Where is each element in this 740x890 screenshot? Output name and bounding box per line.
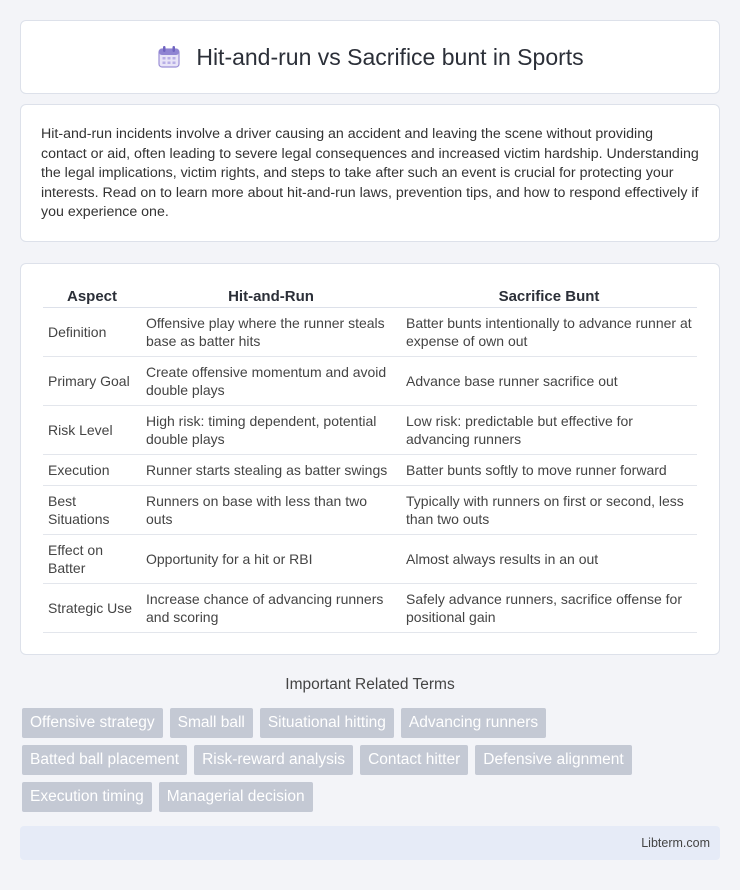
column-header-sacrifice-bunt: Sacrifice Bunt — [401, 284, 697, 308]
table-row — [43, 535, 697, 584]
table-row — [43, 486, 697, 535]
related-term-tag[interactable]: Contact hitter — [360, 745, 468, 775]
column-header-aspect: Aspect — [43, 284, 141, 308]
related-terms-list — [22, 708, 722, 819]
table-row — [43, 584, 697, 633]
table-row — [43, 308, 697, 357]
header-card — [20, 20, 720, 94]
related-term-tag[interactable]: Advancing runners — [401, 708, 546, 738]
related-term-tag[interactable]: Offensive strategy — [22, 708, 163, 738]
footer-site-link[interactable]: Libterm.com — [641, 836, 710, 850]
related-term-tag[interactable]: Execution timing — [22, 782, 152, 812]
row-aspect: Effect on Batter — [43, 535, 141, 584]
intro-text: Hit-and-run incidents involve a driver causing an accident and leaving the scene without providing contact or aid, often leading to severe legal consequences and increased victim hardship. Understanding the legal implications, victim rights, and steps to take after such an event is crucial for protecting your interests. Read on to learn more about hit-and-run laws, prevention tips, and how to respond effectively if you experience one. — [41, 126, 699, 220]
row-sacrifice-bunt: Low risk: predictable but effective for advancing runners — [401, 406, 697, 455]
comparison-table — [43, 284, 697, 633]
row-hit-and-run: High risk: timing dependent, potential double plays — [141, 406, 401, 455]
row-aspect: Definition — [43, 308, 141, 357]
row-sacrifice-bunt: Typically with runners on first or second, less than two outs — [401, 486, 697, 535]
row-hit-and-run: Offensive play where the runner steals base as batter hits — [141, 308, 401, 357]
table-row — [43, 357, 697, 406]
row-sacrifice-bunt: Almost always results in an out — [401, 535, 697, 584]
row-aspect: Primary Goal — [43, 357, 141, 406]
footer — [20, 826, 720, 860]
table-row — [43, 406, 697, 455]
row-aspect: Best Situations — [43, 486, 141, 535]
table-header-row — [43, 284, 697, 308]
related-term-tag[interactable]: Managerial decision — [159, 782, 313, 812]
related-term-tag[interactable]: Risk-reward analysis — [194, 745, 353, 775]
calendar-icon — [156, 44, 182, 70]
column-header-hit-and-run: Hit-and-Run — [141, 284, 401, 308]
related-term-tag[interactable]: Batted ball placement — [22, 745, 187, 775]
row-aspect: Risk Level — [43, 406, 141, 455]
table-row — [43, 455, 697, 486]
row-sacrifice-bunt: Batter bunts intentionally to advance runner at expense of own out — [401, 308, 697, 357]
row-aspect: Strategic Use — [43, 584, 141, 633]
row-hit-and-run: Runner starts stealing as batter swings — [141, 455, 401, 486]
related-term-tag[interactable]: Defensive alignment — [475, 745, 631, 775]
row-sacrifice-bunt: Advance base runner sacrifice out — [401, 357, 697, 406]
row-aspect: Execution — [43, 455, 141, 486]
row-hit-and-run: Opportunity for a hit or RBI — [141, 535, 401, 584]
comparison-table-card — [20, 263, 720, 655]
intro-card — [20, 104, 720, 242]
related-terms-title: Important Related Terms — [285, 676, 455, 693]
row-sacrifice-bunt: Batter bunts softly to move runner forward — [401, 455, 697, 486]
row-hit-and-run: Create offensive momentum and avoid double plays — [141, 357, 401, 406]
row-hit-and-run: Increase chance of advancing runners and scoring — [141, 584, 401, 633]
row-hit-and-run: Runners on base with less than two outs — [141, 486, 401, 535]
page-title: Hit-and-run vs Sacrifice bunt in Sports — [196, 43, 584, 70]
related-term-tag[interactable]: Situational hitting — [260, 708, 394, 738]
related-term-tag[interactable]: Small ball — [170, 708, 253, 738]
row-sacrifice-bunt: Safely advance runners, sacrifice offense for positional gain — [401, 584, 697, 633]
